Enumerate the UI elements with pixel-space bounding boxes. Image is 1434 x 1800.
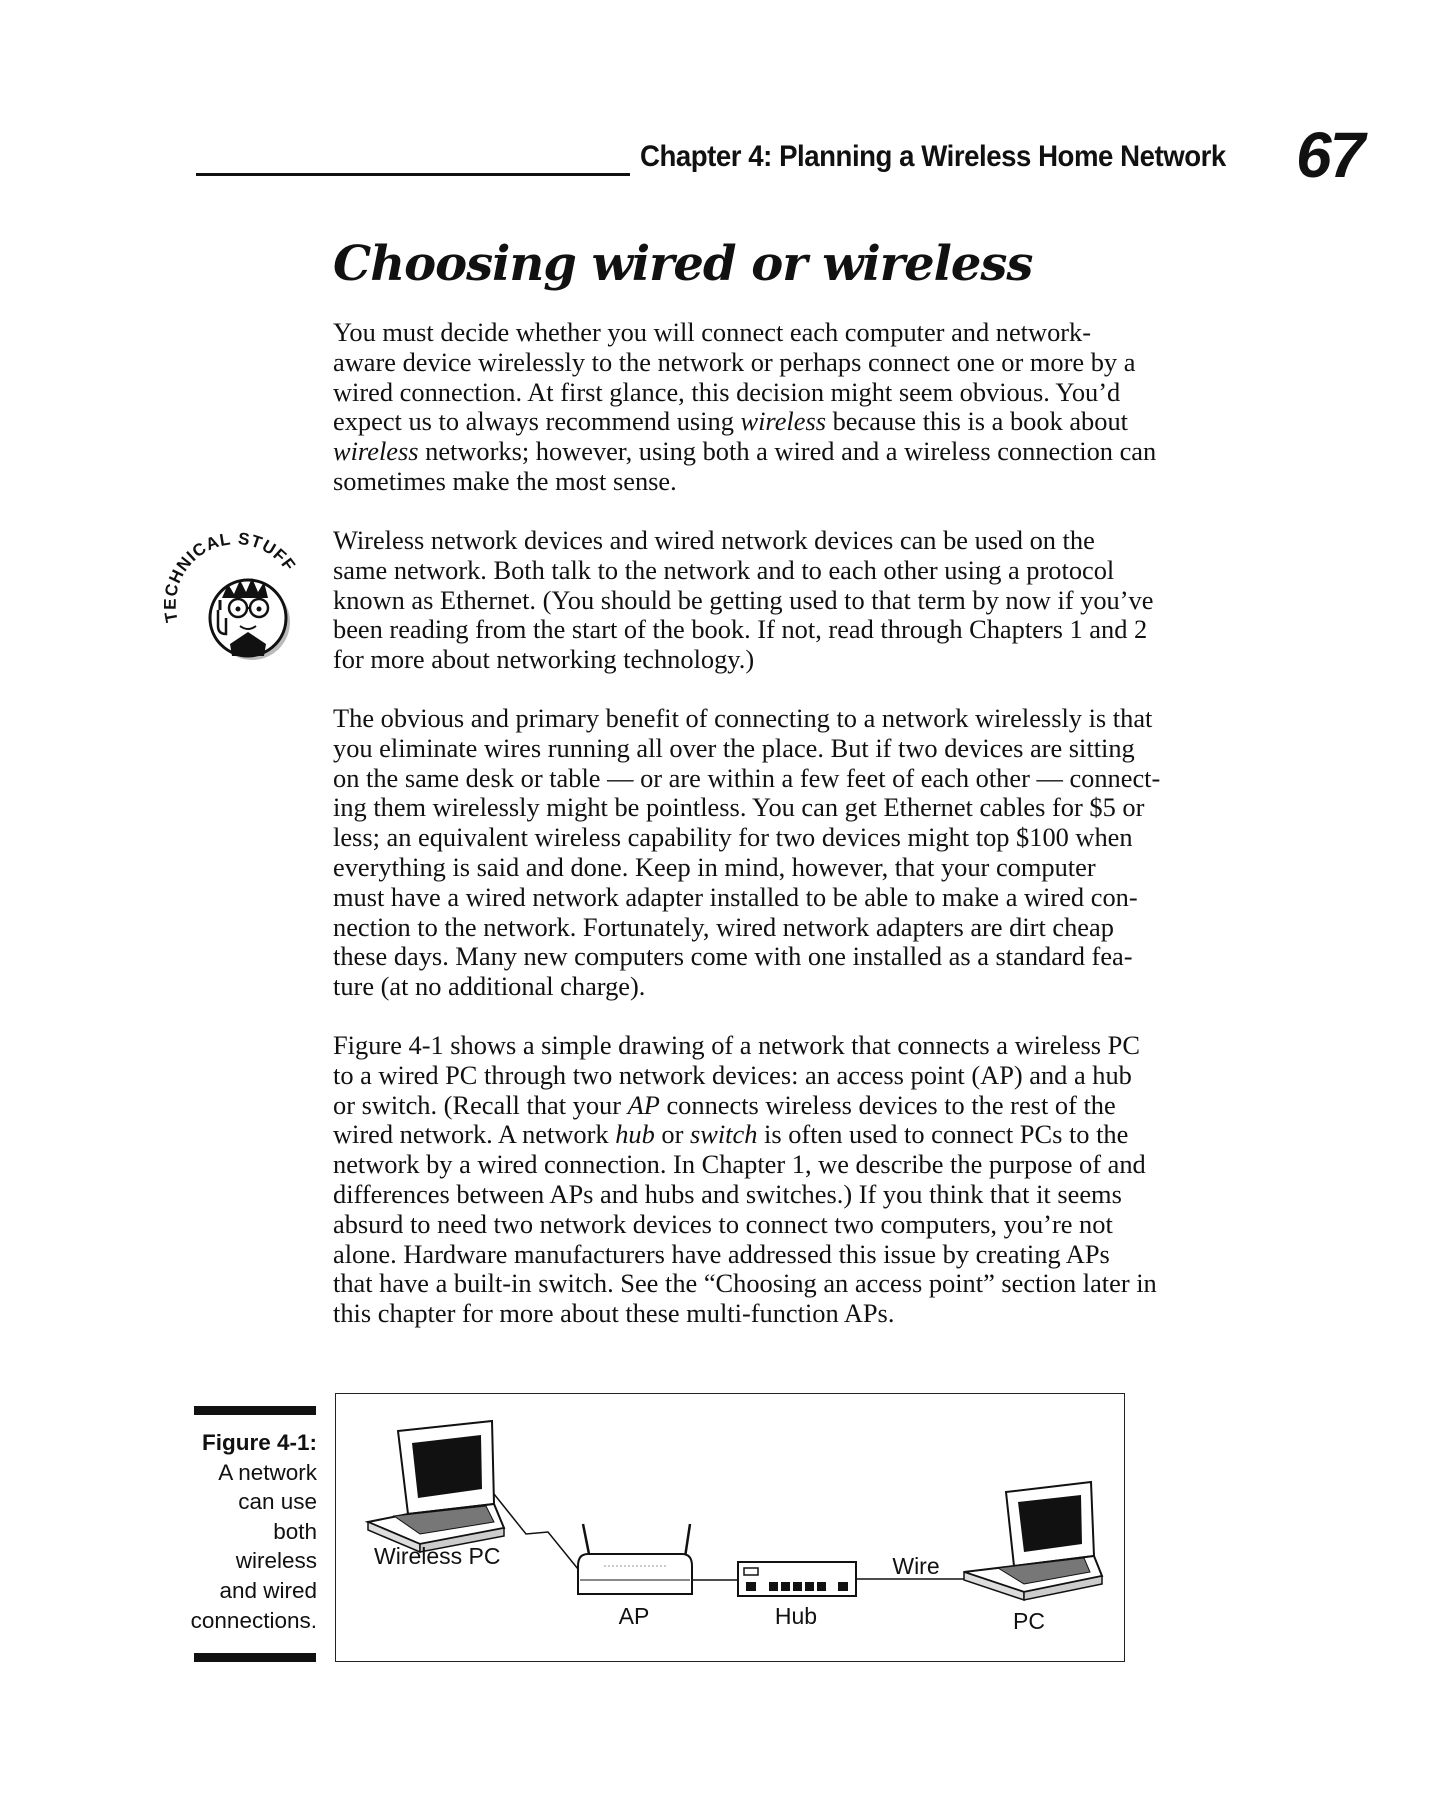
caption-bar-bottom xyxy=(194,1653,316,1662)
italic-term: AP xyxy=(627,1089,660,1120)
caption-line: A network xyxy=(218,1459,317,1485)
pc-laptop-icon xyxy=(964,1482,1102,1600)
text-line: ture (at no additional charge). xyxy=(333,971,646,1002)
text-line: this chapter for more about these multi-function APs. xyxy=(333,1298,895,1329)
text-line: for more about networking technology.) xyxy=(333,644,755,675)
italic-term: switch xyxy=(689,1119,758,1150)
paragraph-4 xyxy=(333,1031,1257,1329)
caption-line: both xyxy=(273,1518,317,1544)
paragraph-2 xyxy=(333,526,1257,675)
text-segment: is often used to connect PCs to the xyxy=(757,1119,1129,1150)
text-segment: because this is a book about xyxy=(826,406,1128,437)
text-line: to a wired PC through two network devices: an access point (AP) and a hub xyxy=(333,1059,1132,1090)
paragraph-1 xyxy=(333,318,1257,497)
italic-term: hub xyxy=(615,1119,655,1150)
text-line: you eliminate wires running all over the place. But if two devices are sitting xyxy=(333,732,1135,763)
caption-bar-top xyxy=(194,1406,316,1415)
header-rule xyxy=(196,173,630,176)
text-line: wired connection. At first glance, this decision might seem obvious. You’d xyxy=(333,376,1121,407)
label-hub: Hub xyxy=(774,1603,818,1629)
text-line: differences between APs and hubs and switches.) If you think that it seems xyxy=(333,1178,1122,1209)
text-segment: expect us to always recommend using xyxy=(333,406,741,437)
text-line: aware device wirelessly to the network or perhaps connect one or more by a xyxy=(333,346,1136,377)
text-line: known as Ethernet. (You should be getting used to that term by now if you’ve xyxy=(333,584,1154,615)
text-segment: or switch. (Recall that your xyxy=(333,1089,628,1120)
text-line: ing them wirelessly might be pointless. You can get Ethernet cables for $5 or xyxy=(333,792,1145,823)
text-line: these days. Many new computers come with one installed as a standard fea- xyxy=(333,941,1133,972)
figure-caption xyxy=(150,1428,317,1635)
text-line xyxy=(333,1091,1257,1121)
italic-term: wireless xyxy=(740,406,827,437)
running-head: Chapter 4: Planning a Wireless Home Network xyxy=(640,140,1226,173)
text-segment: networks; however, using both a wired and a wireless connection can xyxy=(418,436,1157,467)
text-line: that have a built-in switch. See the “Choosing an access point” section later in xyxy=(333,1268,1157,1299)
caption-line: and wired xyxy=(219,1577,317,1603)
text-line xyxy=(333,437,1257,467)
text-line: must have a wired network adapter installed to be able to make a wired con- xyxy=(333,881,1138,912)
figure-label: Figure 4-1: xyxy=(201,1430,317,1455)
text-line: alone. Hardware manufacturers have addressed this issue by creating APs xyxy=(333,1238,1110,1269)
text-line xyxy=(333,407,1257,437)
italic-term: wireless xyxy=(333,436,419,467)
wireless-signal-line xyxy=(494,1494,578,1569)
text-line: been reading from the start of the book. If not, read through Chapters 1 and 2 xyxy=(333,614,1148,645)
text-line xyxy=(333,1120,1257,1150)
text-segment: connects wireless devices to the rest of the xyxy=(659,1089,1116,1120)
technical-stuff-icon xyxy=(160,526,310,666)
label-pc: PC xyxy=(1013,1608,1045,1634)
label-wireless-pc: Wireless PC xyxy=(374,1543,501,1569)
text-segment: or xyxy=(654,1119,690,1150)
text-line: absurd to need two network devices to connect two computers, you’re not xyxy=(333,1208,1113,1239)
page-number: 67 xyxy=(1296,119,1364,191)
text-line: everything is said and done. Keep in mind, however, that your computer xyxy=(333,851,1096,882)
text-line: same network. Both talk to the network and to each other using a protocol xyxy=(333,554,1115,585)
caption-line: connections. xyxy=(190,1607,317,1633)
text-segment: wired network. A network xyxy=(333,1119,616,1150)
wireless-pc-laptop-icon xyxy=(368,1421,504,1552)
text-line: sometimes make the most sense. xyxy=(333,465,677,496)
hub-icon xyxy=(738,1562,856,1596)
text-line: The obvious and primary benefit of connecting to a network wirelessly is that xyxy=(333,703,1153,733)
caption-line: can use xyxy=(238,1489,317,1515)
text-line: Wireless network devices and wired network devices can be used on the xyxy=(333,525,1095,555)
label-ap: AP xyxy=(618,1603,650,1629)
paragraph-3 xyxy=(333,704,1257,1002)
text-line: less; an equivalent wireless capability for two devices might top $100 when xyxy=(333,822,1133,853)
caption-line: wireless xyxy=(235,1548,317,1574)
network-figure xyxy=(335,1393,1125,1662)
label-wire: Wire xyxy=(892,1553,940,1579)
text-line: network by a wired connection. In Chapter 1, we describe the purpose of and xyxy=(333,1149,1146,1180)
text-line: nection to the network. Fortunately, wired network adapters are dirt cheap xyxy=(333,911,1114,942)
icon-label: TECHNICAL STUFF xyxy=(160,529,300,624)
text-line: You must decide whether you will connect each computer and network- xyxy=(333,317,1092,347)
text-line: on the same desk or table — or are within a few feet of each other — connect- xyxy=(333,762,1161,793)
access-point-icon xyxy=(578,1524,692,1594)
text-line: Figure 4-1 shows a simple drawing of a network that connects a wireless PC xyxy=(333,1030,1140,1060)
section-title: Choosing wired or wireless xyxy=(333,236,1033,292)
